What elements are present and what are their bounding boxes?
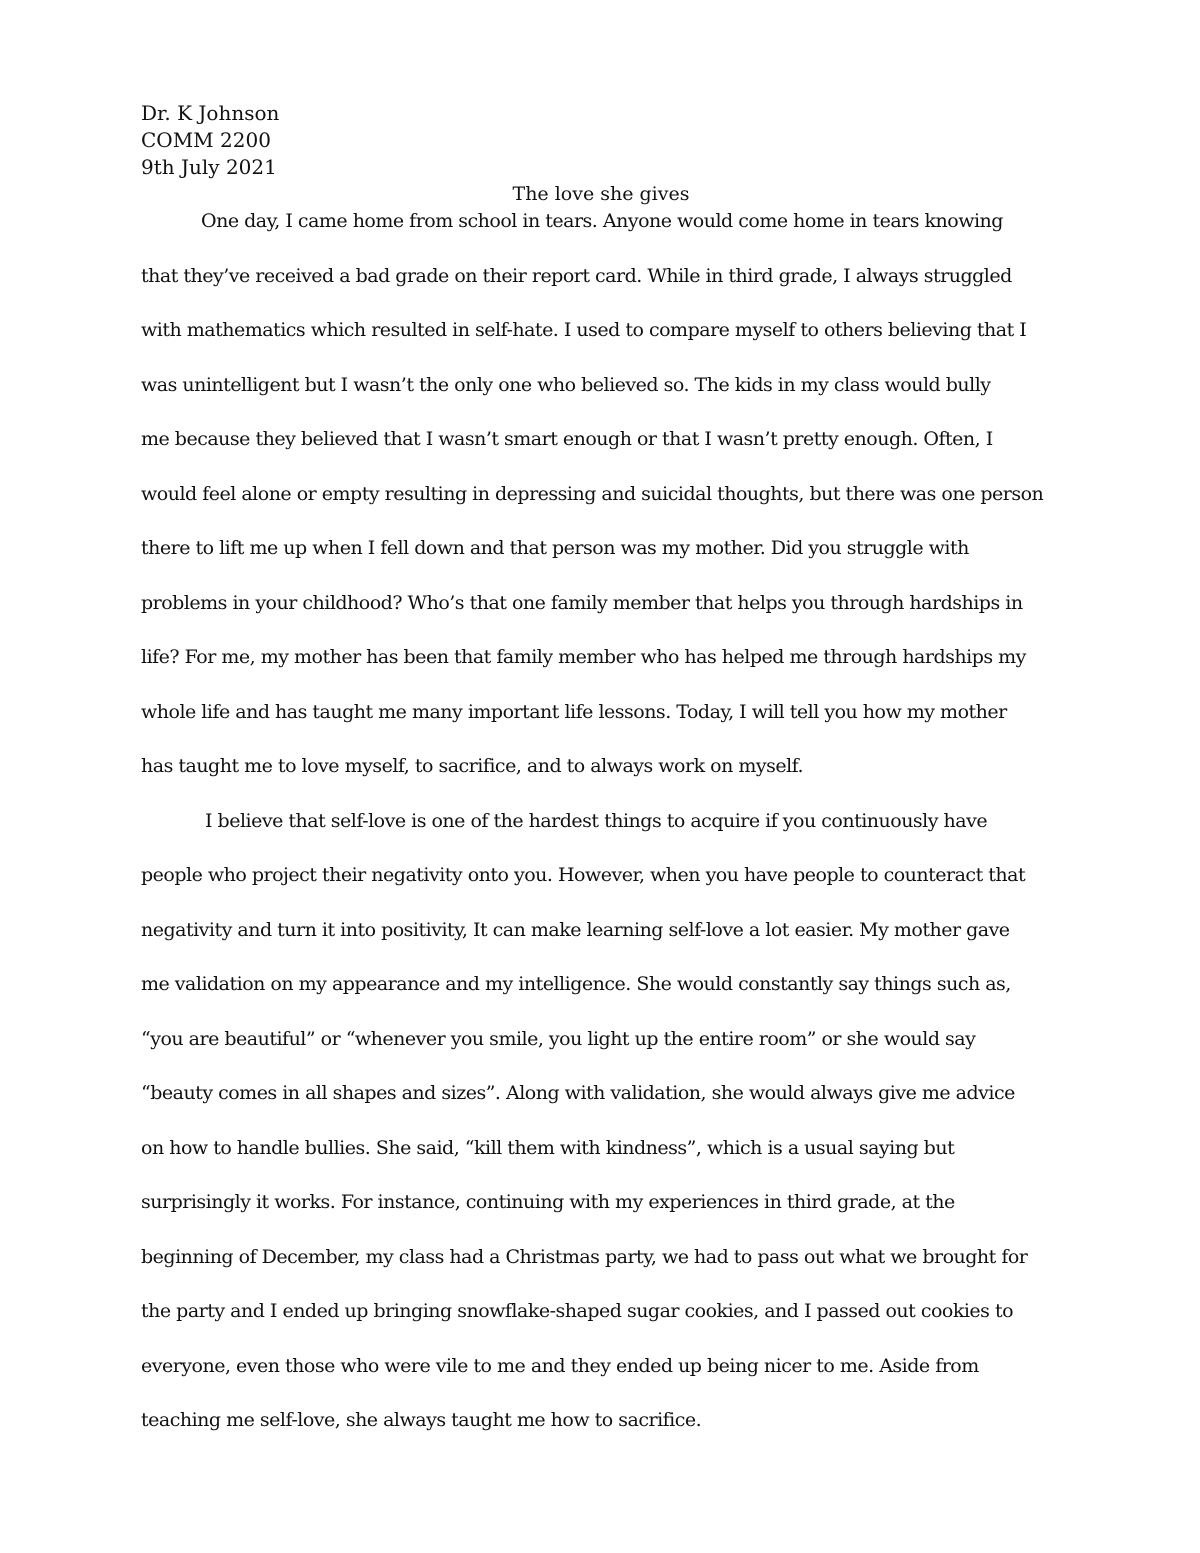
paragraph-2-line: teaching me self-love, she always taught me how to sacrifice. (141, 1409, 702, 1431)
paragraph-1-line: One day, I came home from school in tears. Anyone would come home in tears knowing (201, 210, 1003, 232)
course-code: COMM 2200 (141, 128, 271, 152)
essay-title: The love she gives (512, 183, 690, 205)
paragraph-1-line: with mathematics which resulted in self-hate. I used to compare myself to others believing that I (141, 319, 1027, 341)
paragraph-1-line: there to lift me up when I fell down and that person was my mother. Did you struggle with (141, 537, 969, 559)
paragraph-2-line: “you are beautiful” or “whenever you smile, you light up the entire room” or she would say (141, 1027, 976, 1050)
paragraph-2-line: everyone, even those who were vile to me and they ended up being nicer to me. Aside from (141, 1354, 979, 1377)
paragraph-1-line: would feel alone or empty resulting in depressing and suicidal thoughts, but there was one person (141, 482, 1044, 505)
paragraph-2-line: people who project their negativity onto you. However, when you have people to counteract that (141, 864, 1026, 886)
paragraph-2-line: “beauty comes in all shapes and sizes”. Along with validation, she would always give me advice (141, 1082, 1015, 1104)
paragraph-1-line: has taught me to love myself, to sacrifice, and to always work on myself. (141, 755, 804, 777)
paragraph-1-line: whole life and has taught me many important life lessons. Today, I will tell you how my mother (141, 700, 1007, 723)
paragraph-1-line: that they’ve received a bad grade on their report card. While in third grade, I always struggled (141, 264, 1012, 287)
paragraph-1-line: me because they believed that I wasn’t smart enough or that I wasn’t pretty enough. Often, I (141, 428, 993, 450)
paragraph-2-line: me validation on my appearance and my intelligence. She would constantly say things such as, (141, 973, 1011, 995)
essay-body (141, 207, 1061, 1461)
paragraph-2-line: surprisingly it works. For instance, continuing with my experiences in third grade, at the (141, 1191, 955, 1213)
instructor-name: Dr. K Johnson (141, 101, 280, 125)
paragraph-2-line: I believe that self-love is one of the hardest things to acquire if you continuously have (205, 809, 988, 832)
paragraph-1-line: was unintelligent but I wasn’t the only one who believed so. The kids in my class would bully (141, 373, 991, 396)
document-date: 9th July 2021 (141, 155, 277, 179)
paragraph-2-line: the party and I ended up bringing snowflake-shaped sugar cookies, and I passed out cookies to (141, 1300, 1014, 1322)
paragraph-2-line: on how to handle bullies. She said, “kill them with kindness”, which is a usual saying but (141, 1136, 955, 1159)
paragraph-2-line: beginning of December, my class had a Christmas party, we had to pass out what we brought for (141, 1245, 1028, 1268)
paragraph-1-line: problems in your childhood? Who’s that one family member that helps you through hardships in (141, 591, 1023, 614)
document-heading (141, 100, 1061, 181)
paragraph-2-line: negativity and turn it into positivity, It can make learning self-love a lot easier. My mother gave (141, 918, 1010, 941)
paragraph-1-line: life? For me, my mother has been that family member who has helped me through hardships my (141, 646, 1026, 668)
